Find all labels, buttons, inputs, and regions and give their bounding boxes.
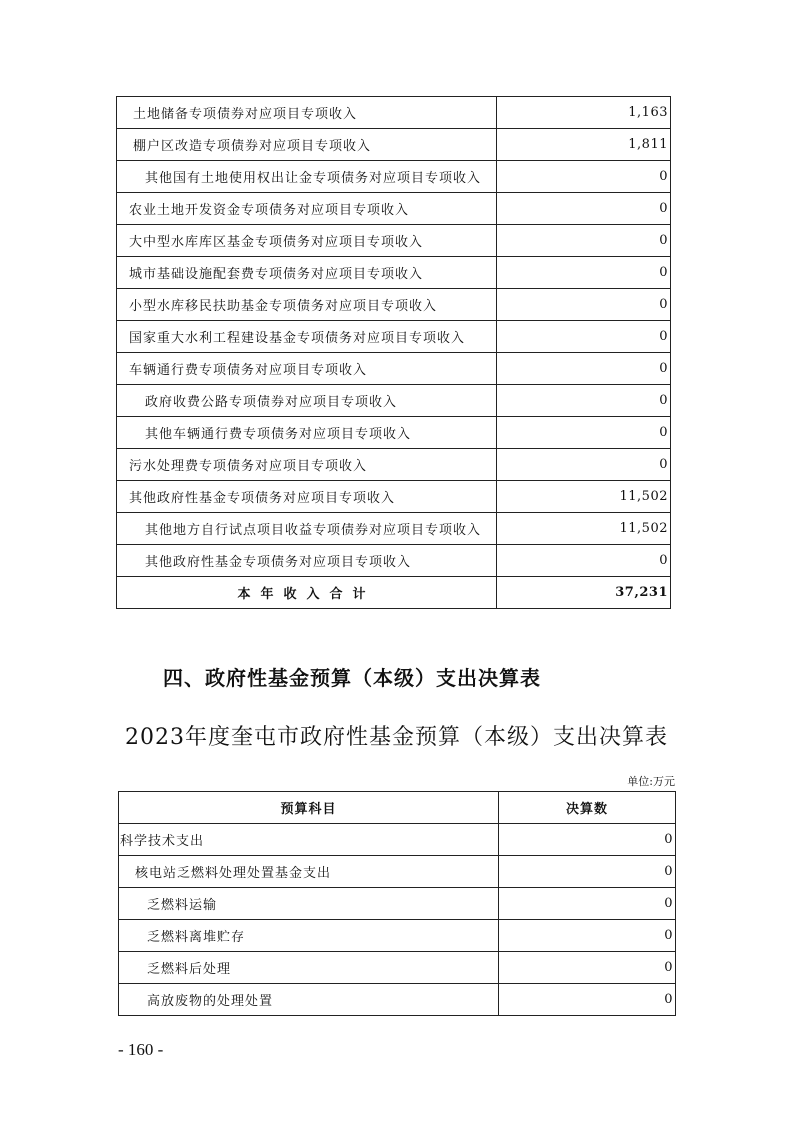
- row-value: 0: [497, 449, 671, 481]
- row-value: 0: [499, 856, 676, 888]
- row-name: 其他政府性基金专项债务对应项目专项收入: [117, 481, 497, 513]
- table-row: [119, 984, 676, 1016]
- row-value: 0: [497, 417, 671, 449]
- row-name: 车辆通行费专项债务对应项目专项收入: [117, 353, 497, 385]
- row-name: 其他车辆通行费专项债务对应项目专项收入: [117, 417, 497, 449]
- unit-label: 单位:万元: [627, 775, 675, 788]
- row-value: 11,502: [497, 513, 671, 545]
- page-number: - 160 -: [118, 1040, 164, 1059]
- row-name: 小型水库移民扶助基金专项债务对应项目专项收入: [117, 289, 497, 321]
- income-table: [116, 96, 671, 609]
- row-name: 高放废物的处理处置: [119, 984, 499, 1016]
- row-value: 1,811: [497, 129, 671, 161]
- table-row: [119, 824, 676, 856]
- row-value: 0: [497, 289, 671, 321]
- row-value: 11,502: [497, 481, 671, 513]
- row-value: 0: [497, 353, 671, 385]
- row-value: 0: [497, 161, 671, 193]
- table-row: [117, 257, 671, 289]
- row-name: 乏燃料离堆贮存: [119, 920, 499, 952]
- row-name: 政府收费公路专项债券对应项目专项收入: [117, 385, 497, 417]
- table-row: [119, 888, 676, 920]
- table-row: [117, 289, 671, 321]
- row-value: 0: [499, 952, 676, 984]
- row-value: 0: [499, 984, 676, 1016]
- row-value: 0: [497, 225, 671, 257]
- total-value: 37,231: [497, 577, 671, 609]
- table-row: [117, 417, 671, 449]
- total-label: 本年收入合计: [117, 577, 497, 609]
- table-row: [119, 952, 676, 984]
- row-name: 农业土地开发资金专项债务对应项目专项收入: [117, 193, 497, 225]
- table-row: [117, 353, 671, 385]
- table-row: [117, 97, 671, 129]
- table-row: [117, 193, 671, 225]
- table-row: [117, 545, 671, 577]
- row-value: 0: [499, 888, 676, 920]
- row-name: 其他国有土地使用权出让金专项债务对应项目专项收入: [117, 161, 497, 193]
- column-header-subject: 预算科目: [119, 792, 499, 824]
- row-name: 乏燃料运输: [119, 888, 499, 920]
- row-value: 1,163: [497, 97, 671, 129]
- table-row: [117, 449, 671, 481]
- row-value: 0: [497, 321, 671, 353]
- table-row: [117, 481, 671, 513]
- expense-table: [118, 791, 676, 1016]
- total-row: [117, 577, 671, 609]
- row-name: 其他政府性基金专项债务对应项目专项收入: [117, 545, 497, 577]
- row-name: 科学技术支出: [119, 824, 499, 856]
- table-row: [117, 385, 671, 417]
- table-row: [119, 920, 676, 952]
- row-value: 0: [497, 257, 671, 289]
- section-title: 四、政府性基金预算（本级）支出决算表: [163, 666, 541, 690]
- document-title: 2023年度奎屯市政府性基金预算（本级）支出决算表: [125, 725, 668, 750]
- row-name: 土地储备专项债券对应项目专项收入: [117, 97, 497, 129]
- row-name: 棚户区改造专项债券对应项目专项收入: [117, 129, 497, 161]
- row-name: 乏燃料后处理: [119, 952, 499, 984]
- table-row: [117, 129, 671, 161]
- row-value: 0: [499, 824, 676, 856]
- table-row: [119, 856, 676, 888]
- row-name: 大中型水库库区基金专项债务对应项目专项收入: [117, 225, 497, 257]
- table-row: [117, 321, 671, 353]
- table-row: [117, 513, 671, 545]
- table-row: [117, 161, 671, 193]
- row-name: 国家重大水利工程建设基金专项债务对应项目专项收入: [117, 321, 497, 353]
- column-header-amount: 决算数: [499, 792, 676, 824]
- table-row: [117, 225, 671, 257]
- row-name: 核电站乏燃料处理处置基金支出: [119, 856, 499, 888]
- table-header-row: [119, 792, 676, 824]
- row-value: 0: [497, 385, 671, 417]
- row-name: 城市基础设施配套费专项债务对应项目专项收入: [117, 257, 497, 289]
- row-name: 其他地方自行试点项目收益专项债券对应项目专项收入: [117, 513, 497, 545]
- row-value: 0: [499, 920, 676, 952]
- row-name: 污水处理费专项债务对应项目专项收入: [117, 449, 497, 481]
- row-value: 0: [497, 545, 671, 577]
- row-value: 0: [497, 193, 671, 225]
